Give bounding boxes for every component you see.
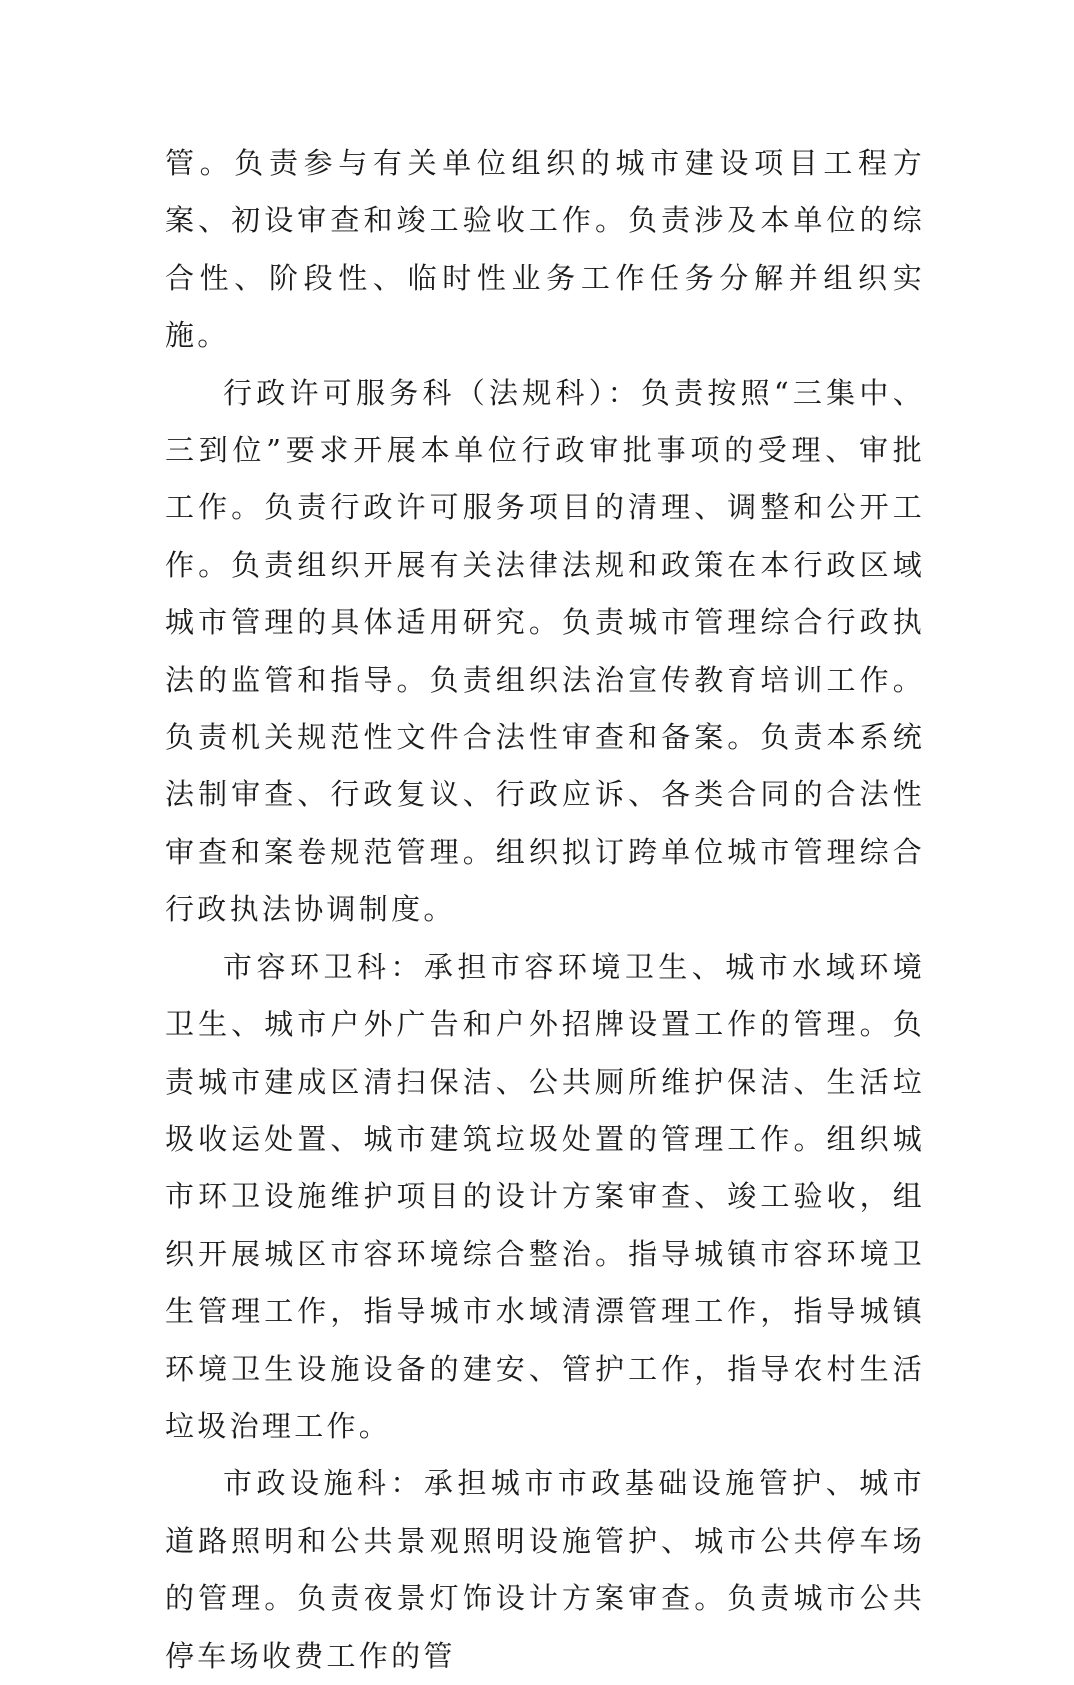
paragraph-continuation: 管。负责参与有关单位组织的城市建设项目工程方案、初设审查和竣工验收工作。负责涉及本单位的综合性、阶段性、临时性业务工作任务分解并组织实施。 — [165, 146, 925, 353]
document-body — [165, 135, 925, 1685]
paragraph-administrative-licensing-section: 行政许可服务科（法规科）：负责按照“三集中、三到位”要求开展本单位行政审批事项的受理、审批工作。负责行政许可服务项目的清理、调整和公开工作。负责组织开展有关法律法规和政策在本行政区域城市管理的具体适用研究。负责城市管理综合行政执法的监管和指导。负责组织法治宣传教育培训工作。负责机关规范性文件合法性审查和备案。负责本系统法制审查、行政复议、行政应诉、各类合同的合法性审查和案卷规范管理。组织拟订跨单位城市管理综合行政执法协调制度。 — [165, 375, 925, 927]
paragraph-municipal-facilities-section: 市政设施科：承担城市市政基础设施管护、城市道路照明和公共景观照明设施管护、城市公共停车场的管理。负责夜景灯饰设计方案审查。负责城市公共停车场收费工作的管 — [165, 1466, 925, 1673]
paragraph-city-appearance-sanitation-section: 市容环卫科：承担市容环境卫生、城市水域环境卫生、城市户外广告和户外招牌设置工作的管理。负责城市建成区清扫保洁、公共厕所维护保洁、生活垃圾收运处置、城市建筑垃圾处置的管理工作。组织城市环卫设施维护项目的设计方案审查、竣工验收，组织开展城区市容环境综合整治。指导城镇市容环境卫生管理工作，指导城市水域清漂管理工作，指导城镇环境卫生设施设备的建安、管护工作，指导农村生活垃圾治理工作。 — [165, 949, 925, 1443]
